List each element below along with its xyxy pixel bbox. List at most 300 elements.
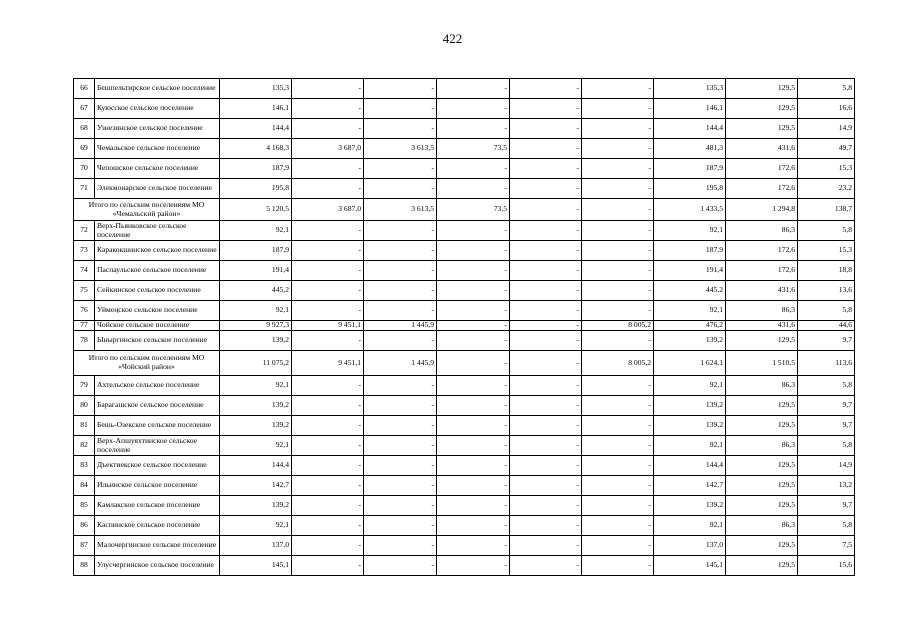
row-number: 69	[74, 139, 95, 159]
value-cell: 187,9	[220, 159, 292, 179]
value-cell: 144,4	[654, 119, 726, 139]
value-cell: -	[364, 179, 437, 199]
value-cell: -	[582, 179, 654, 199]
value-cell: 13,2	[798, 476, 855, 496]
value-cell: -	[292, 331, 364, 351]
value-cell: -	[582, 221, 654, 241]
table-row	[74, 221, 855, 241]
value-cell: -	[364, 456, 437, 476]
value-cell: 129,5	[726, 476, 798, 496]
value-cell: -	[510, 376, 582, 396]
value-cell: -	[582, 79, 654, 99]
value-cell: -	[582, 516, 654, 536]
value-cell: 5,8	[798, 301, 855, 321]
value-cell: 476,2	[654, 321, 726, 331]
value-cell: 9 451,1	[292, 351, 364, 376]
value-cell: 9 927,3	[220, 321, 292, 331]
value-cell: -	[437, 221, 510, 241]
value-cell: -	[510, 331, 582, 351]
table-row	[74, 119, 855, 139]
value-cell: -	[437, 99, 510, 119]
value-cell: -	[582, 331, 654, 351]
value-cell: 187,9	[654, 159, 726, 179]
value-cell: -	[437, 536, 510, 556]
value-cell: 1 445,9	[364, 321, 437, 331]
value-cell: -	[292, 99, 364, 119]
total-label: Итого по сельским поселениям МО «Чойский район»	[74, 351, 220, 376]
value-cell: 144,4	[220, 119, 292, 139]
value-cell: 139,2	[654, 331, 726, 351]
value-cell: -	[437, 331, 510, 351]
value-cell: -	[292, 179, 364, 199]
value-cell: -	[437, 281, 510, 301]
value-cell: -	[510, 301, 582, 321]
value-cell: -	[582, 119, 654, 139]
value-cell: 9,7	[798, 396, 855, 416]
value-cell: 1 294,8	[726, 199, 798, 221]
value-cell: 138,7	[798, 199, 855, 221]
settlement-name: Паспаульское сельское поселение	[95, 261, 220, 281]
value-cell: 9,7	[798, 331, 855, 351]
value-cell: 172,6	[726, 179, 798, 199]
row-number: 66	[74, 79, 95, 99]
value-cell: 3 687,0	[292, 139, 364, 159]
table-row	[74, 476, 855, 496]
value-cell: 129,5	[726, 536, 798, 556]
value-cell: 139,2	[220, 331, 292, 351]
value-cell: -	[510, 159, 582, 179]
value-cell: 481,3	[654, 139, 726, 159]
value-cell: 9,7	[798, 416, 855, 436]
value-cell: -	[364, 79, 437, 99]
value-cell: -	[364, 331, 437, 351]
row-number: 83	[74, 456, 95, 476]
value-cell: -	[292, 516, 364, 536]
value-cell: -	[582, 261, 654, 281]
row-number: 78	[74, 331, 95, 351]
value-cell: -	[437, 159, 510, 179]
value-cell: -	[437, 79, 510, 99]
settlement-name: Каракокшинское сельское поселение	[95, 241, 220, 261]
value-cell: 9,7	[798, 496, 855, 516]
value-cell: 129,5	[726, 119, 798, 139]
value-cell: 73,5	[437, 139, 510, 159]
row-number: 88	[74, 556, 95, 576]
value-cell: 139,2	[220, 396, 292, 416]
value-cell: 172,6	[726, 261, 798, 281]
value-cell: 445,2	[654, 281, 726, 301]
value-cell: 5,8	[798, 436, 855, 456]
value-cell: 142,7	[220, 476, 292, 496]
value-cell: -	[364, 159, 437, 179]
value-cell: 15,3	[798, 241, 855, 261]
value-cell: -	[582, 139, 654, 159]
value-cell: -	[510, 436, 582, 456]
value-cell: -	[437, 396, 510, 416]
value-cell: 145,1	[654, 556, 726, 576]
table-row	[74, 376, 855, 396]
value-cell: 146,1	[654, 99, 726, 119]
value-cell: 92,1	[220, 301, 292, 321]
value-cell: 92,1	[654, 436, 726, 456]
value-cell: -	[510, 416, 582, 436]
value-cell: -	[437, 261, 510, 281]
table-row	[74, 436, 855, 456]
value-cell: -	[437, 301, 510, 321]
value-cell: -	[292, 376, 364, 396]
row-number: 86	[74, 516, 95, 536]
table-row	[74, 79, 855, 99]
value-cell: -	[364, 496, 437, 516]
table-row	[74, 179, 855, 199]
value-cell: -	[437, 496, 510, 516]
row-number: 72	[74, 221, 95, 241]
value-cell: -	[510, 556, 582, 576]
row-number: 74	[74, 261, 95, 281]
value-cell: -	[582, 536, 654, 556]
value-cell: -	[510, 261, 582, 281]
value-cell: 191,4	[220, 261, 292, 281]
value-cell: -	[582, 199, 654, 221]
value-cell: -	[510, 281, 582, 301]
row-number: 79	[74, 376, 95, 396]
value-cell: 13,6	[798, 281, 855, 301]
value-cell: 1 445,9	[364, 351, 437, 376]
settlement-name: Бешпельтирское сельское поселение	[95, 79, 220, 99]
value-cell: 5,8	[798, 516, 855, 536]
value-cell: 9 451,1	[292, 321, 364, 331]
value-cell: -	[364, 221, 437, 241]
settlement-name: Куюсское сельское поселение	[95, 99, 220, 119]
value-cell: 187,9	[220, 241, 292, 261]
value-cell: -	[582, 496, 654, 516]
value-cell: 144,4	[220, 456, 292, 476]
value-cell: -	[582, 159, 654, 179]
value-cell: -	[437, 241, 510, 261]
row-number: 82	[74, 436, 95, 456]
value-cell: -	[364, 536, 437, 556]
row-number: 75	[74, 281, 95, 301]
table-row	[74, 241, 855, 261]
value-cell: 129,5	[726, 99, 798, 119]
total-row	[74, 351, 855, 376]
value-cell: 129,5	[726, 496, 798, 516]
value-cell: -	[437, 516, 510, 536]
value-cell: -	[437, 351, 510, 376]
value-cell: 92,1	[220, 516, 292, 536]
value-cell: 431,6	[726, 281, 798, 301]
value-cell: -	[364, 99, 437, 119]
value-cell: -	[292, 79, 364, 99]
value-cell: 172,6	[726, 241, 798, 261]
settlement-name: Верх-Апшуяхтинское сельское поселение	[95, 436, 220, 456]
value-cell: 18,8	[798, 261, 855, 281]
value-cell: 86,3	[726, 301, 798, 321]
value-cell: 195,8	[220, 179, 292, 199]
settlement-name: Барагашское сельское поселение	[95, 396, 220, 416]
value-cell: 5,8	[798, 79, 855, 99]
value-cell: 129,5	[726, 79, 798, 99]
settlement-name: Верх-Пьянковское сельское поселение	[95, 221, 220, 241]
value-cell: -	[292, 281, 364, 301]
value-cell: 92,1	[654, 301, 726, 321]
budget-table	[73, 78, 855, 576]
value-cell: 86,3	[726, 221, 798, 241]
value-cell: -	[437, 179, 510, 199]
value-cell: -	[364, 476, 437, 496]
value-cell: 92,1	[220, 376, 292, 396]
value-cell: -	[510, 321, 582, 331]
value-cell: -	[292, 159, 364, 179]
value-cell: 144,4	[654, 456, 726, 476]
row-number: 87	[74, 536, 95, 556]
value-cell: 142,7	[654, 476, 726, 496]
value-cell: -	[364, 516, 437, 536]
value-cell: 139,2	[220, 416, 292, 436]
value-cell: 129,5	[726, 456, 798, 476]
settlement-name: Сейкинское сельское поселение	[95, 281, 220, 301]
value-cell: 23,2	[798, 179, 855, 199]
value-cell: -	[364, 436, 437, 456]
value-cell: -	[292, 496, 364, 516]
value-cell: 172,6	[726, 159, 798, 179]
value-cell: -	[582, 301, 654, 321]
table-row	[74, 321, 855, 331]
value-cell: -	[364, 416, 437, 436]
settlement-name: Чойское сельское поселение	[95, 321, 220, 331]
row-number: 71	[74, 179, 95, 199]
value-cell: -	[292, 536, 364, 556]
value-cell: -	[437, 321, 510, 331]
total-label: Итого по сельским поселениям МО «Чемальский район»	[74, 199, 220, 221]
value-cell: -	[292, 436, 364, 456]
value-cell: -	[510, 199, 582, 221]
value-cell: -	[582, 476, 654, 496]
table-row	[74, 331, 855, 351]
value-cell: -	[510, 476, 582, 496]
value-cell: 137,0	[220, 536, 292, 556]
value-cell: -	[437, 556, 510, 576]
row-number: 85	[74, 496, 95, 516]
value-cell: 44,6	[798, 321, 855, 331]
value-cell: 137,0	[654, 536, 726, 556]
value-cell: 14,9	[798, 456, 855, 476]
value-cell: 5,8	[798, 221, 855, 241]
settlement-name: Ахтельское сельское поселение	[95, 376, 220, 396]
table-row	[74, 536, 855, 556]
page-number: 422	[442, 31, 463, 46]
value-cell: -	[364, 556, 437, 576]
value-cell: -	[510, 79, 582, 99]
value-cell: 11 075,2	[220, 351, 292, 376]
value-cell: -	[292, 416, 364, 436]
value-cell: -	[292, 456, 364, 476]
value-cell: -	[582, 456, 654, 476]
value-cell: -	[292, 396, 364, 416]
value-cell: -	[292, 119, 364, 139]
value-cell: -	[582, 376, 654, 396]
table-row	[74, 159, 855, 179]
value-cell: 92,1	[220, 221, 292, 241]
row-number: 81	[74, 416, 95, 436]
value-cell: -	[582, 396, 654, 416]
value-cell: -	[292, 301, 364, 321]
value-cell: -	[582, 281, 654, 301]
value-cell: 139,2	[654, 496, 726, 516]
value-cell: -	[364, 376, 437, 396]
settlement-name: Малочергинское сельское поселение	[95, 536, 220, 556]
value-cell: -	[510, 496, 582, 516]
value-cell: 113,6	[798, 351, 855, 376]
table-row	[74, 281, 855, 301]
value-cell: -	[582, 436, 654, 456]
value-cell: -	[292, 241, 364, 261]
table-row	[74, 496, 855, 516]
table-row	[74, 396, 855, 416]
value-cell: 86,3	[726, 516, 798, 536]
value-cell: -	[510, 179, 582, 199]
value-cell: 139,2	[220, 496, 292, 516]
value-cell: 191,4	[654, 261, 726, 281]
value-cell: 86,3	[726, 436, 798, 456]
value-cell: 5 120,5	[220, 199, 292, 221]
value-cell: 8 005,2	[582, 321, 654, 331]
settlement-name: Чемальское сельское поселение	[95, 139, 220, 159]
settlement-name: Бешь-Озекское сельское поселение	[95, 416, 220, 436]
value-cell: 49,7	[798, 139, 855, 159]
value-cell: -	[292, 261, 364, 281]
value-cell: 73,5	[437, 199, 510, 221]
value-cell: 135,3	[654, 79, 726, 99]
value-cell: -	[364, 396, 437, 416]
row-number: 67	[74, 99, 95, 119]
value-cell: -	[437, 436, 510, 456]
value-cell: 14,9	[798, 119, 855, 139]
value-cell: 7,5	[798, 536, 855, 556]
value-cell: 129,5	[726, 396, 798, 416]
value-cell: -	[364, 119, 437, 139]
value-cell: 1 510,5	[726, 351, 798, 376]
settlement-name: Ыныргинское сельское поселение	[95, 331, 220, 351]
value-cell: -	[510, 456, 582, 476]
value-cell: 8 005,2	[582, 351, 654, 376]
value-cell: 139,2	[654, 416, 726, 436]
settlement-name: Улусчергинское сельское поселение	[95, 556, 220, 576]
row-number: 76	[74, 301, 95, 321]
value-cell: -	[510, 139, 582, 159]
value-cell: 146,1	[220, 99, 292, 119]
value-cell: 92,1	[654, 221, 726, 241]
table-row	[74, 301, 855, 321]
value-cell: 135,3	[220, 79, 292, 99]
value-cell: -	[437, 456, 510, 476]
value-cell: -	[437, 376, 510, 396]
value-cell: 92,1	[220, 436, 292, 456]
row-number: 84	[74, 476, 95, 496]
value-cell: -	[510, 241, 582, 261]
table-row	[74, 516, 855, 536]
value-cell: -	[292, 221, 364, 241]
settlement-name: Чепошское сельское поселение	[95, 159, 220, 179]
value-cell: 445,2	[220, 281, 292, 301]
value-cell: 1 624,1	[654, 351, 726, 376]
settlement-name: Дъектиекское сельское поселение	[95, 456, 220, 476]
row-number: 70	[74, 159, 95, 179]
value-cell: 3 613,5	[364, 139, 437, 159]
value-cell: -	[364, 261, 437, 281]
value-cell: 86,3	[726, 376, 798, 396]
value-cell: -	[582, 241, 654, 261]
value-cell: -	[437, 119, 510, 139]
settlement-name: Ильинское сельское поселение	[95, 476, 220, 496]
settlement-name: Каспинское сельское поселение	[95, 516, 220, 536]
value-cell: -	[582, 99, 654, 119]
value-cell: -	[510, 536, 582, 556]
value-cell: 431,6	[726, 139, 798, 159]
value-cell: -	[292, 556, 364, 576]
value-cell: -	[510, 396, 582, 416]
table-row	[74, 139, 855, 159]
value-cell: 92,1	[654, 376, 726, 396]
table-row	[74, 261, 855, 281]
value-cell: 3 687,0	[292, 199, 364, 221]
row-number: 80	[74, 396, 95, 416]
settlement-name: Уймеңское сельское поселение	[95, 301, 220, 321]
value-cell: 15,3	[798, 159, 855, 179]
value-cell: -	[582, 556, 654, 576]
value-cell: -	[510, 119, 582, 139]
value-cell: 431,6	[726, 321, 798, 331]
value-cell: -	[582, 416, 654, 436]
table-row	[74, 416, 855, 436]
row-number: 73	[74, 241, 95, 261]
table-row	[74, 556, 855, 576]
value-cell: -	[510, 99, 582, 119]
settlement-name: Камлакское сельское поселение	[95, 496, 220, 516]
table-body	[74, 79, 855, 576]
value-cell: 92,1	[654, 516, 726, 536]
value-cell: -	[292, 476, 364, 496]
value-cell: 4 168,3	[220, 139, 292, 159]
value-cell: -	[437, 476, 510, 496]
value-cell: 129,5	[726, 556, 798, 576]
value-cell: 129,5	[726, 416, 798, 436]
value-cell: 15,6	[798, 556, 855, 576]
settlement-name: Узнезинское сельское поселение	[95, 119, 220, 139]
value-cell: -	[364, 281, 437, 301]
value-cell: -	[510, 221, 582, 241]
value-cell: 145,1	[220, 556, 292, 576]
table-row	[74, 456, 855, 476]
row-number: 68	[74, 119, 95, 139]
value-cell: -	[510, 351, 582, 376]
value-cell: 129,5	[726, 331, 798, 351]
value-cell: -	[510, 516, 582, 536]
row-number: 77	[74, 321, 95, 331]
value-cell: 139,2	[654, 396, 726, 416]
total-row	[74, 199, 855, 221]
value-cell: 16,6	[798, 99, 855, 119]
value-cell: 195,8	[654, 179, 726, 199]
table-row	[74, 99, 855, 119]
value-cell: 5,8	[798, 376, 855, 396]
value-cell: -	[364, 301, 437, 321]
value-cell: -	[437, 416, 510, 436]
settlement-name: Элекмонарское сельское поселение	[95, 179, 220, 199]
value-cell: -	[364, 241, 437, 261]
value-cell: 3 613,5	[364, 199, 437, 221]
value-cell: 187,9	[654, 241, 726, 261]
